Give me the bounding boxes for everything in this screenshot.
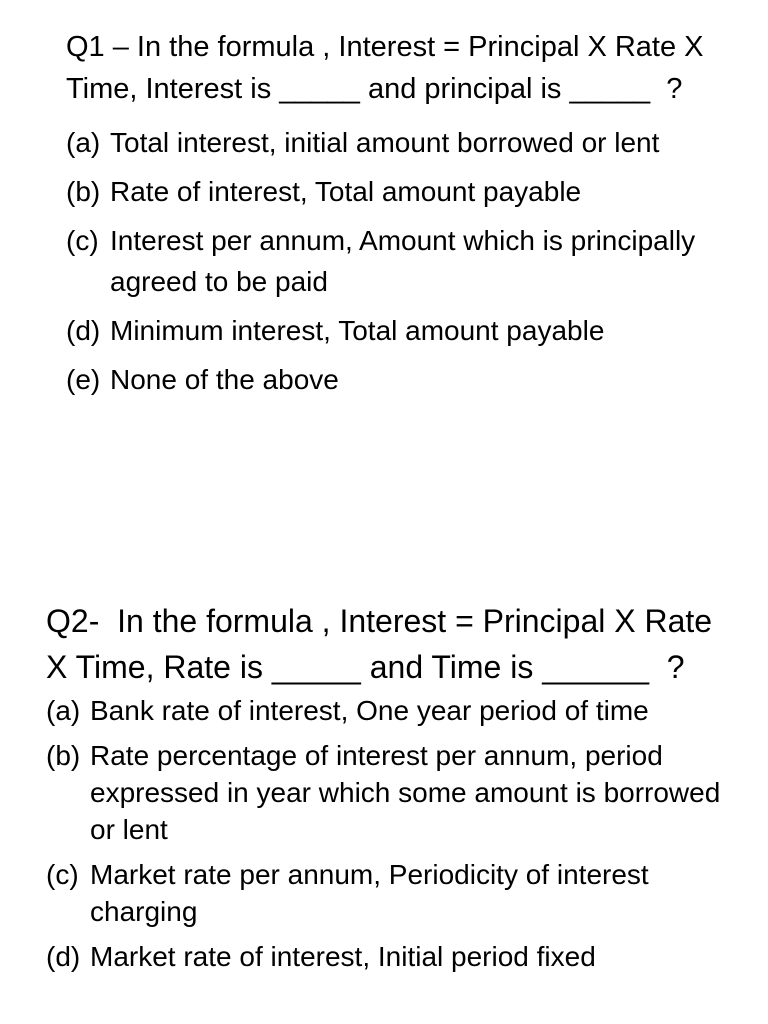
option-label: (d)	[66, 315, 101, 346]
question-2-option-d[interactable]	[46, 938, 736, 975]
option-text: Total interest, initial amount borrowed or lent	[110, 127, 660, 158]
question-2-text: Q2- In the formula , Interest = Principal X Rate X Time, Rate is _____ and Time is ______ ?	[46, 603, 721, 685]
option-label: (d)	[46, 941, 81, 972]
question-1-option-c[interactable]	[66, 220, 726, 302]
option-label: (b)	[66, 176, 101, 207]
option-label: (a)	[46, 695, 81, 726]
option-text: Rate of interest, Total amount payable	[110, 176, 582, 207]
question-1-option-a[interactable]	[66, 122, 726, 163]
option-text: Rate percentage of interest per annum, period expressed in year which some amount is borrowed or lent	[90, 740, 721, 845]
option-text: None of the above	[110, 364, 339, 395]
question-2-option-b[interactable]	[46, 737, 736, 848]
option-text: Market rate of interest, Initial period fixed	[90, 941, 596, 972]
question-2-option-a[interactable]	[46, 692, 736, 729]
option-text: Bank rate of interest, One year period of time	[90, 695, 649, 726]
question-1	[66, 26, 726, 408]
question-2-option-c[interactable]	[46, 856, 736, 930]
option-text: Minimum interest, Total amount payable	[110, 315, 605, 346]
question-2-options	[46, 692, 736, 975]
option-label: (e)	[66, 364, 101, 395]
option-text: Interest per annum, Amount which is principally agreed to be paid	[110, 225, 696, 297]
option-label: (c)	[66, 225, 99, 256]
option-label: (c)	[46, 859, 79, 890]
question-1-text: Q1 – In the formula , Interest = Principal X Rate X Time, Interest is _____ and principal is _____ ?	[66, 31, 712, 105]
question-1-option-e[interactable]	[66, 359, 726, 400]
option-label: (a)	[66, 127, 101, 158]
question-1-option-d[interactable]	[66, 310, 726, 351]
question-2	[46, 598, 736, 983]
option-text: Market rate per annum, Periodicity of interest charging	[90, 859, 649, 927]
question-1-option-b[interactable]	[66, 171, 726, 212]
option-label: (b)	[46, 740, 81, 771]
question-1-options	[66, 122, 726, 400]
